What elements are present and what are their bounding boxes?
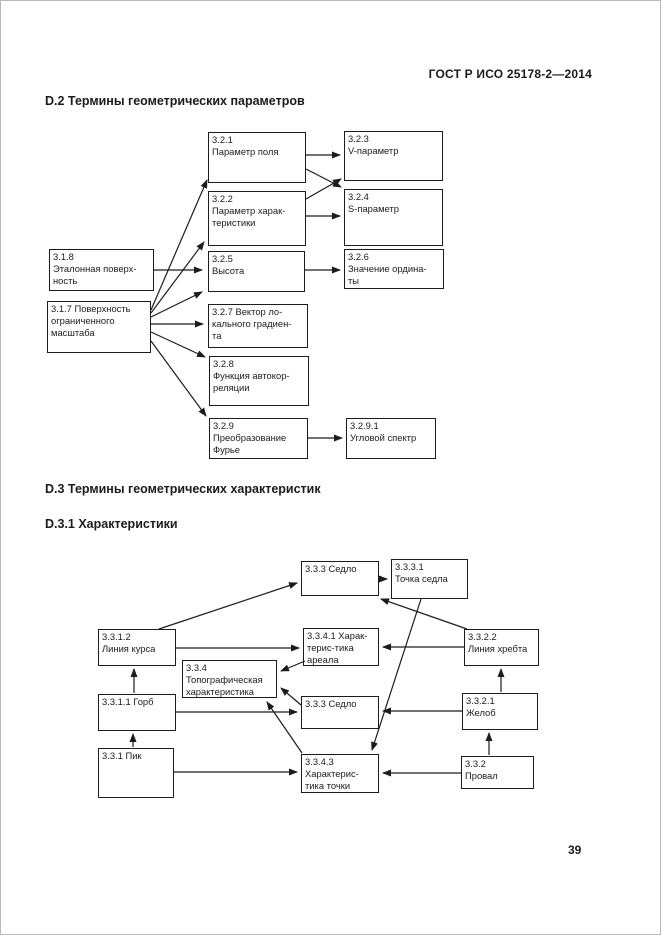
node-label-line: 3.3.1.2 xyxy=(102,631,131,642)
node-label-line: V-параметр xyxy=(348,144,399,156)
node-label-line: Функция автокор- xyxy=(213,369,290,381)
node-label-line: кального градиен- xyxy=(212,317,292,329)
node-3.3.1.2 xyxy=(98,629,176,666)
arrow-3.3.3-bot-to-3.3.4 xyxy=(281,688,301,705)
node-label-line: 3.2.5 xyxy=(212,253,233,264)
node-label-line: Провал xyxy=(465,769,498,781)
arrow-3.3.4.1-to-3.3.4 xyxy=(281,661,305,671)
heading-d3: D.3 Термины геометрических характеристик xyxy=(45,482,321,496)
node-label-line: Параметр поля xyxy=(212,145,279,157)
node-3.2.9 xyxy=(209,418,308,459)
arrow-3.1.7-to-3.2.9 xyxy=(151,341,206,416)
node-3.2.5 xyxy=(208,251,305,292)
node-label-line: 3.3.4.1 Харак- xyxy=(307,630,368,641)
node-label-line: 3.3.3 Седло xyxy=(305,563,357,574)
node-label-line: 3.3.3.1 xyxy=(395,561,424,572)
arrow-3.3.4.3-to-3.3.4 xyxy=(267,702,302,753)
node-label-line: Угловой спектр xyxy=(350,431,417,443)
arrow-3.1.7-to-3.2.8 xyxy=(151,332,205,357)
node-label-line: 3.3.2.1 xyxy=(466,695,495,706)
node-3.2.8 xyxy=(209,356,309,406)
node-label-line: 3.2.4 xyxy=(348,191,369,202)
node-label-line: 3.3.2 xyxy=(465,758,486,769)
heading-d2: D.2 Термины геометрических параметров xyxy=(45,94,305,108)
node-3.3.3.1 xyxy=(391,559,468,599)
node-3.3.1.1 xyxy=(98,694,176,731)
node-3.2.2 xyxy=(208,191,306,246)
node-3.2.9.1 xyxy=(346,418,436,459)
node-label-line: 3.2.7 Вектор ло- xyxy=(212,306,283,317)
document-header: ГОСТ Р ИСО 25178-2—2014 xyxy=(428,67,592,81)
node-3.3.4.1 xyxy=(303,628,379,666)
node-label-line: ность xyxy=(53,274,78,286)
arrow-3.2.1-to-3.2.4 xyxy=(306,169,341,187)
arrow-3.3.2.2-to-3.3.3-top xyxy=(381,599,467,629)
node-label-line: 3.2.1 xyxy=(212,134,233,145)
node-label-line: 3.3.1 Пик xyxy=(102,750,142,761)
node-label-line: 3.3.4 xyxy=(186,662,207,673)
node-label-line: 3.2.3 xyxy=(348,133,369,144)
node-label-line: 3.1.7 Поверхность xyxy=(51,303,131,314)
node-label-line: ареала xyxy=(307,653,339,665)
arrow-3.1.7-to-3.2.5 xyxy=(151,292,202,317)
node-3.2.7 xyxy=(208,304,308,348)
node-3.3.1 xyxy=(98,748,174,798)
arrow-3.2.2-to-3.2.3 xyxy=(306,179,341,199)
node-label-line: характеристика xyxy=(186,685,255,697)
node-label-line: Фурье xyxy=(213,443,241,455)
arrow-3.1.7-to-3.2.2 xyxy=(151,242,204,313)
arrow-3.3.1.2-to-3.3.3-top xyxy=(159,583,297,629)
node-label-line: та xyxy=(212,329,222,341)
node-label-line: Желоб xyxy=(466,706,496,718)
node-3.3.4 xyxy=(182,660,277,698)
node-3.3.2 xyxy=(461,756,534,789)
page-number: 39 xyxy=(568,843,582,857)
node-label-line: Топографическая xyxy=(186,673,263,685)
node-3.3.3-bot xyxy=(301,696,379,729)
node-3.2.1 xyxy=(208,132,306,183)
node-3.1.7 xyxy=(47,301,151,353)
node-label-line: 3.2.6 xyxy=(348,251,369,262)
node-label-line: Линия хребта xyxy=(468,642,528,654)
node-label-line: Линия курса xyxy=(102,642,156,654)
node-label-line: 3.3.4.3 xyxy=(305,756,334,767)
node-label-line: ограниченного xyxy=(51,314,115,326)
node-label-line: терис-тика xyxy=(307,641,354,653)
node-label-line: 3.2.9 xyxy=(213,420,234,431)
node-label-line: Значение ордина- xyxy=(348,262,427,274)
node-label-line: масштаба xyxy=(51,326,95,338)
node-3.2.6 xyxy=(344,249,444,289)
node-label-line: Характерис- xyxy=(305,767,359,779)
node-label-line: теристики xyxy=(212,216,256,228)
node-3.3.2.1 xyxy=(462,693,538,730)
node-label-line: 3.3.1.1 Горб xyxy=(102,696,154,707)
node-3.3.3-top xyxy=(301,561,379,596)
node-label-line: ты xyxy=(348,274,360,286)
node-label-line: реляции xyxy=(213,381,250,393)
node-label-line: Параметр харак- xyxy=(212,204,286,216)
node-label-line: 3.1.8 xyxy=(53,251,74,262)
node-label-line: Эталонная поверх- xyxy=(53,262,137,274)
node-label-line: Точка седла xyxy=(395,572,448,584)
node-label-line: 3.2.2 xyxy=(212,193,233,204)
node-label-line: 3.3.2.2 xyxy=(468,631,497,642)
node-label-line: 3.3.3 Седло xyxy=(305,698,357,709)
arrow-3.1.7-to-3.2.1 xyxy=(151,180,207,310)
arrow-3.3.3.1-to-3.3.4.3 xyxy=(372,599,421,750)
node-label-line: тика точки xyxy=(305,779,351,791)
node-3.2.4 xyxy=(344,189,443,246)
node-label-line: Преобразование xyxy=(213,431,287,443)
node-3.2.3 xyxy=(344,131,443,181)
node-3.1.8 xyxy=(49,249,154,291)
node-label-line: Высота xyxy=(212,264,245,276)
node-3.3.2.2 xyxy=(464,629,539,666)
node-label-line: 3.2.9.1 xyxy=(350,420,379,431)
heading-d31: D.3.1 Характеристики xyxy=(45,517,178,531)
node-3.3.4.3 xyxy=(301,754,379,793)
node-label-line: 3.2.8 xyxy=(213,358,234,369)
node-label-line: S-параметр xyxy=(348,202,399,214)
